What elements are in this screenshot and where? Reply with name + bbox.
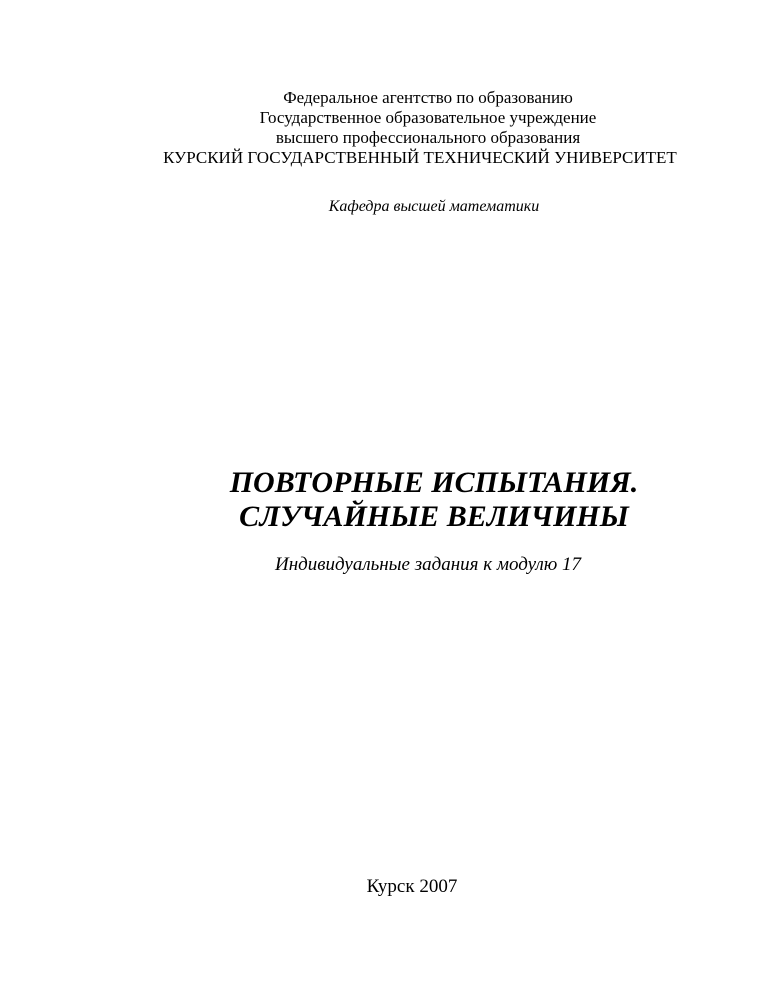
university-name: КУРСКИЙ ГОСУДАРСТВЕННЫЙ ТЕХНИЧЕСКИЙ УНИВЕРСИТЕТ <box>163 148 677 167</box>
document-title-line-2: СЛУЧАЙНЫЕ ВЕЛИЧИНЫ <box>239 500 629 533</box>
department-name: Кафедра высшей математики <box>328 198 540 215</box>
agency-name: Федеральное агентство по образованию <box>283 88 573 107</box>
city-year: Курск 2007 <box>366 876 458 897</box>
education-level: высшего профессионального образования <box>275 128 581 147</box>
document-subtitle: Индивидуальные задания к модулю 17 <box>275 554 581 575</box>
document-title-line-1: ПОВТОРНЫЕ ИСПЫТАНИЯ. <box>229 466 639 499</box>
institution-type: Государственное образовательное учреждение <box>259 108 597 127</box>
